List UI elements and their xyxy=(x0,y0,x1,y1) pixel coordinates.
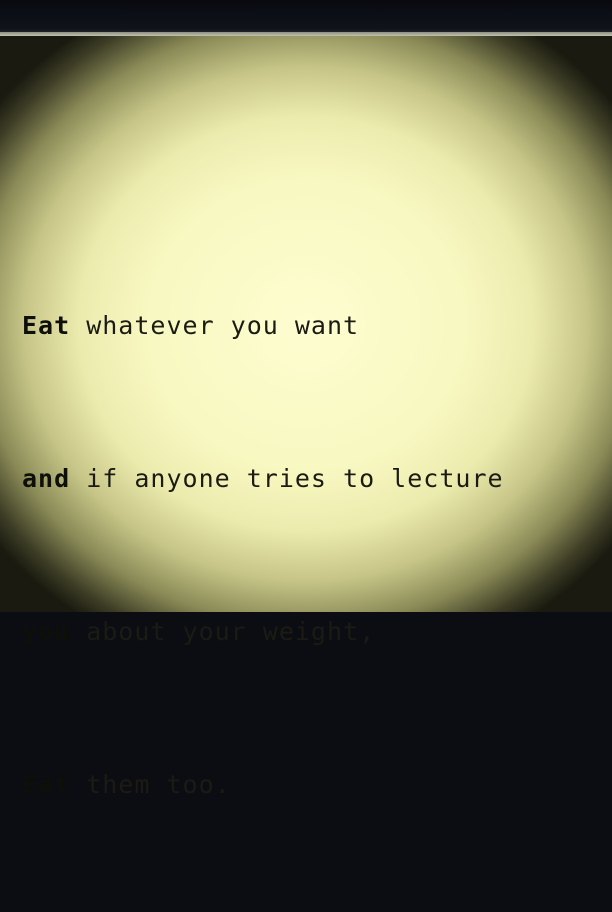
top-dark-strip xyxy=(0,0,612,34)
quote-line-2-lead: and xyxy=(22,464,71,493)
quote-line-1 xyxy=(22,300,504,351)
quote-line-4 xyxy=(22,759,504,810)
quote-line-3-lead: you xyxy=(22,617,71,646)
quote-line-4-rest: them too. xyxy=(70,770,231,799)
quote-line-3 xyxy=(22,606,504,657)
quote-text xyxy=(22,198,504,912)
quote-line-1-lead: Eat xyxy=(22,311,71,340)
quote-line-2 xyxy=(22,453,504,504)
quote-line-2-rest: if anyone tries to lecture xyxy=(70,464,504,493)
paper-background xyxy=(0,36,612,799)
quote-line-1-rest: whatever you want xyxy=(70,311,360,340)
quote-line-3-rest: about your weight, xyxy=(70,617,376,646)
quote-line-4-lead: Eat xyxy=(22,770,71,799)
